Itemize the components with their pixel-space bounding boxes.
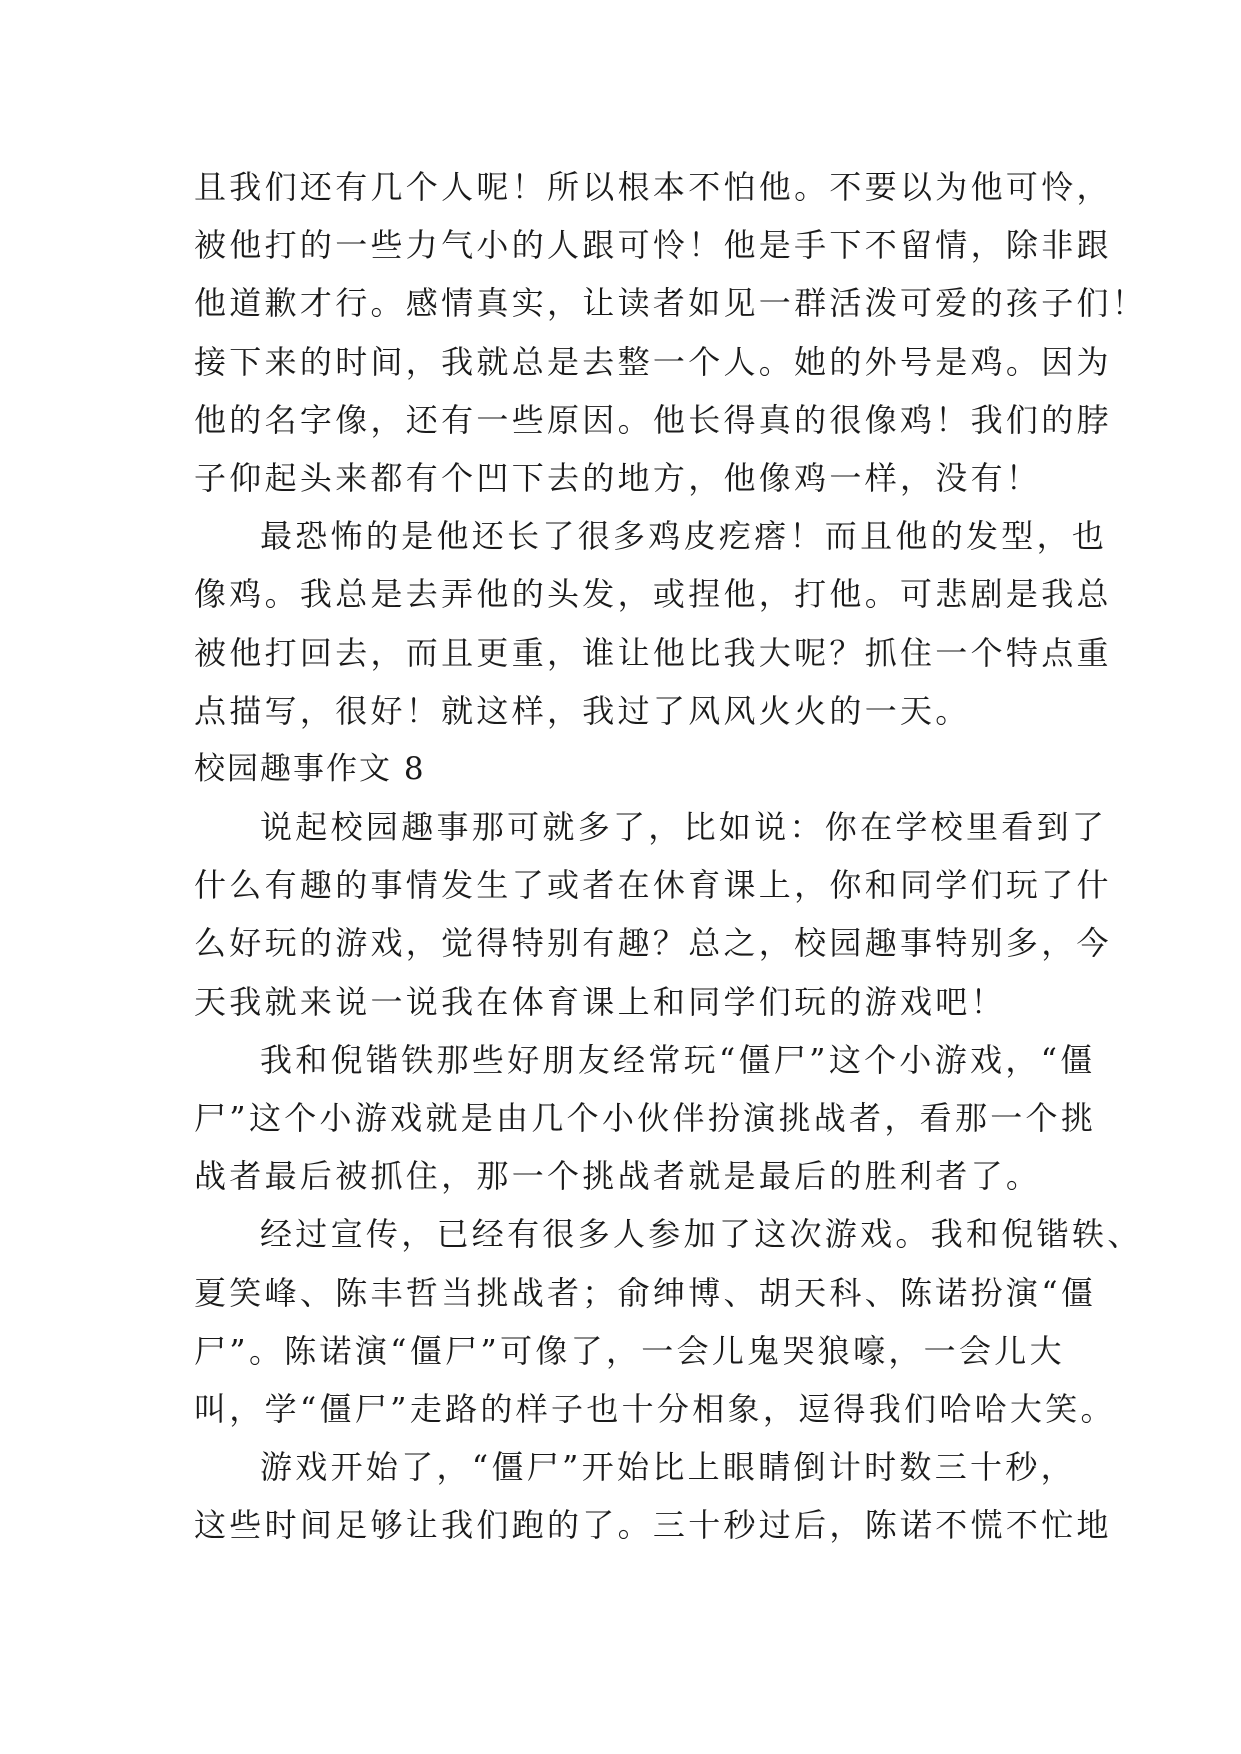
text-line: 夏笑峰、陈丰哲当挑战者；俞绅博、胡天科、陈诺扮演“僵	[194, 1273, 1097, 1312]
text-line: 战者最后被抓住，那一个挑战者就是最后的胜利者了。	[194, 1157, 1042, 1196]
text-line: 像鸡。我总是去弄他的头发，或捏他，打他。可悲剧是我总	[194, 575, 1112, 614]
text-line: 叫，学“僵尸”走路的样子也十分相象，逗得我们哈哈大笑。	[194, 1389, 1116, 1428]
text-line: 尸”。陈诺演“僵尸”可像了，一会儿鬼哭狼嚎，一会儿大	[194, 1331, 1065, 1370]
section-heading: 校园趣事作文 8	[194, 750, 426, 787]
text-line: 接下来的时间，我就总是去整一个人。她的外号是鸡。因为	[194, 342, 1112, 381]
text-line: 子仰起头来都有个凹下去的地方，他像鸡一样，没有！	[194, 458, 1042, 497]
text-line: 天我就来说一说我在体育课上和同学们玩的游戏吧！	[194, 982, 1006, 1021]
paragraph-first-line: 我和倪锴铁那些好朋友经常玩“僵尸”这个小游戏，“僵	[260, 1040, 1096, 1079]
text-line: 他的名字像，还有一些原因。他长得真的很像鸡！我们的脖	[194, 400, 1112, 439]
text-line: 尸”这个小游戏就是由几个小伙伴扮演挑战者，看那一个挑	[194, 1099, 1097, 1137]
text-line: 他道歉才行。感情真实，让读者如见一群活泼可爱的孩子们！	[194, 284, 1148, 323]
paragraph-first-line: 说起校园趣事那可就多了，比如说：你在学校里看到了	[260, 808, 1108, 847]
paragraph-first-line: 最恐怖的是他还长了很多鸡皮疙瘩！而且他的发型，也	[260, 517, 1108, 556]
text-line: 么好玩的游戏，觉得特别有趣？总之，校园趣事特别多，今	[194, 924, 1112, 963]
text-line: 这些时间足够让我们跑的了。三十秒过后，陈诺不慌不忙地	[194, 1506, 1112, 1545]
paragraph-first-line: 游戏开始了，“僵尸”开始比上眼睛倒计时数三十秒，	[260, 1448, 1076, 1487]
text-line: 被他打回去，而且更重，谁让他比我大呢？抓住一个特点重	[194, 633, 1112, 672]
document-body	[194, 158, 1148, 1555]
text-line: 点描写，很好！就这样，我过了风风火火的一天。	[194, 691, 971, 730]
text-line: 被他打的一些力气小的人跟可怜！他是手下不留情，除非跟	[194, 226, 1112, 265]
text-line: 什么有趣的事情发生了或者在休育课上，你和同学们玩了什	[194, 866, 1112, 905]
text-line: 且我们还有几个人呢！所以根本不怕他。不要以为他可怜，	[194, 168, 1112, 206]
paragraph-first-line: 经过宣传，已经有很多人参加了这次游戏。我和倪锴轶、	[260, 1215, 1143, 1254]
